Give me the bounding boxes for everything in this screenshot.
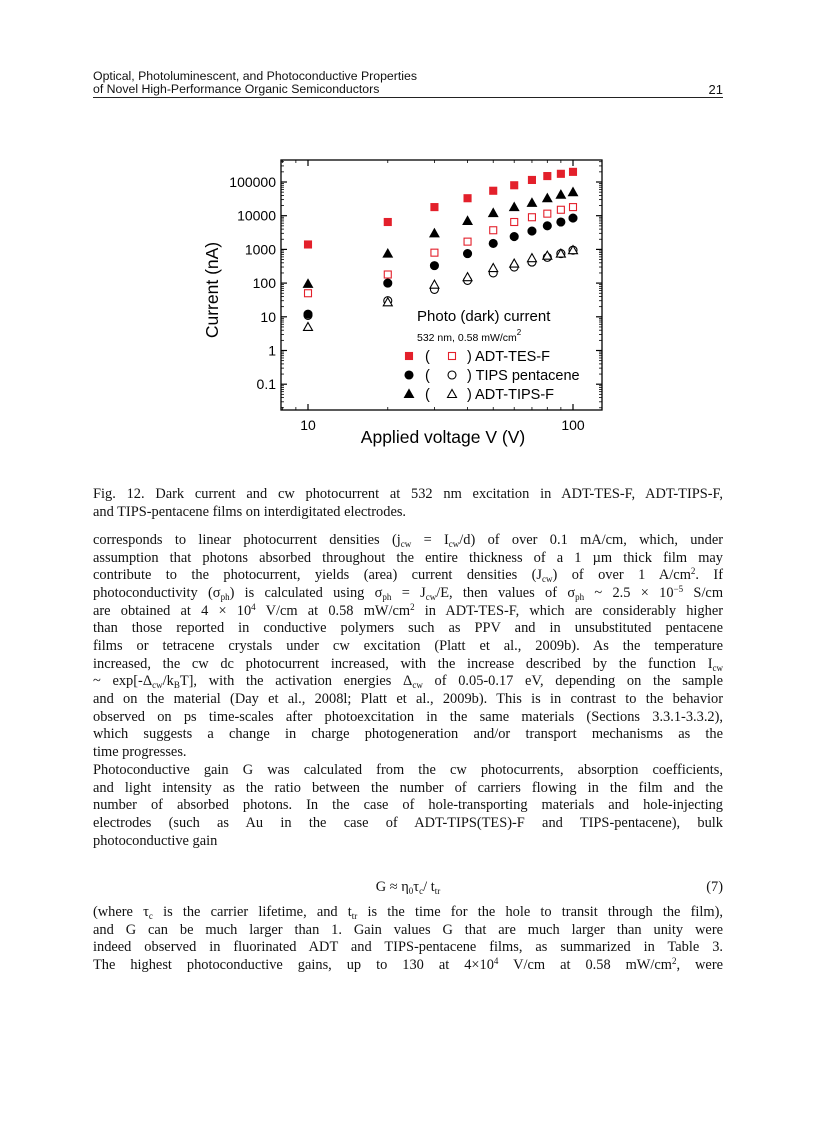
- subscript: cw: [542, 574, 553, 585]
- text-run: , were: [676, 957, 724, 973]
- text-run: and TIPS-pentacene films on interdigitated electrodes.: [93, 504, 407, 520]
- legend-label-adt-tips-f: ) ADT-TIPS-F: [467, 387, 554, 403]
- x-tick-label: 10: [300, 417, 316, 433]
- photo-point-tips-pentacene: [304, 310, 312, 318]
- dark-point-adt-tes-f: [511, 219, 518, 226]
- text-line: [93, 957, 723, 974]
- text-line: [93, 656, 723, 673]
- x-axis-label: Applied voltage V (V): [360, 427, 526, 447]
- text-run: = I: [411, 532, 449, 548]
- text-run: V/cm at 0.58 mW/cm: [255, 602, 411, 619]
- dark-point-adt-tes-f: [384, 271, 391, 278]
- text-line: [93, 797, 723, 814]
- text-run: ) is calculated using σ: [229, 585, 383, 601]
- photo-point-adt-tips-f: [463, 216, 472, 224]
- text-line: [93, 833, 723, 850]
- text-line: [93, 815, 723, 832]
- text-line: [93, 780, 723, 797]
- photo-point-adt-tes-f: [511, 182, 518, 189]
- legend-label-adt-tes-f: ) ADT-TES-F: [467, 349, 550, 365]
- text-run: T], with the activation energies Δ: [179, 673, 413, 690]
- text-run: in ADT-TES-F, which are considerably higher: [414, 602, 723, 619]
- photo-point-adt-tes-f: [384, 219, 391, 226]
- text-run: which suggests a change in charge photogeneration and/or transport mechanisms as the: [93, 726, 723, 743]
- photo-point-adt-tes-f: [431, 204, 438, 211]
- photo-point-tips-pentacene: [384, 279, 392, 287]
- photo-point-adt-tips-f: [527, 198, 536, 206]
- y-axis-label: Current (nA): [202, 241, 222, 339]
- text-run: contribute to the photocurrent, yields (area) current densities (J: [93, 567, 542, 584]
- text-run: is the time for the hole to transit through the film),: [357, 904, 723, 920]
- legend-paren: (: [425, 349, 430, 365]
- dark-point-adt-tes-f: [490, 227, 497, 234]
- superscript: −5: [673, 584, 684, 594]
- legend-subtitle: [417, 328, 522, 344]
- text-run: photoconductive gain: [93, 832, 218, 849]
- dark-point-adt-tips-f: [527, 254, 536, 262]
- text-run: /d) of over 0.1 mA/cm, which, under: [459, 532, 724, 548]
- text-line: [93, 504, 723, 521]
- legend-photo-marker-adt-tes-f: [406, 353, 413, 360]
- text-run: ~ exp[-Δ: [93, 673, 153, 690]
- text-line: [93, 532, 723, 549]
- photo-point-adt-tes-f: [490, 187, 497, 194]
- text-line: [93, 691, 723, 708]
- text-run: indeed observed in fluorinated ADT and TIPS-pentacene films, as summarized in Table 3.: [93, 939, 723, 956]
- dark-point-adt-tips-f: [430, 280, 439, 288]
- text-run: assumption that photons absorbed throughout the entire thickness of a 1 µm thick film may: [93, 549, 723, 566]
- text-run: and G can be much larger than 1. Gain values G that are much larger than unity were: [93, 921, 723, 938]
- text-run: (where τ: [93, 904, 149, 920]
- text-line: [93, 620, 723, 637]
- subscript: ph: [382, 592, 392, 602]
- subscript: cw: [448, 539, 460, 549]
- subscript: c: [148, 911, 153, 921]
- text-run: / t: [423, 879, 435, 895]
- legend-paren: (: [425, 368, 430, 384]
- photo-point-adt-tips-f: [569, 188, 578, 196]
- dark-point-adt-tips-f: [304, 322, 313, 330]
- text-run: Photoconductive gain G was calculated from the cw photocurrents, absorption coefficients,: [93, 762, 723, 778]
- text-run: are obtained at 4 × 10: [93, 602, 252, 619]
- photo-point-adt-tes-f: [464, 195, 471, 202]
- subscript: cw: [712, 662, 723, 673]
- subscript: cw: [400, 539, 412, 549]
- y-tick-label: 0.1: [256, 376, 276, 393]
- text-run: electrodes (such as Au in the case of ADT-TIPS(TES)-F and TIPS-pentacene), bulk: [93, 815, 723, 831]
- subscript: cw: [425, 592, 437, 602]
- text-run: number of absorbed photons. In the case of hole-transporting materials and hole-injecting: [93, 797, 723, 814]
- text-run: V/cm at 0.58 mW/cm: [498, 957, 672, 973]
- text-run: corresponds to linear photocurrent densities (j: [93, 532, 401, 548]
- subscript: tr: [434, 886, 441, 896]
- legend-dark-marker-adt-tips-f: [448, 390, 457, 398]
- y-tick-label: 1000: [244, 241, 276, 258]
- text-line: [93, 939, 723, 956]
- text-line: [93, 726, 723, 743]
- equation-number: (7): [706, 879, 723, 895]
- photo-point-adt-tips-f: [430, 229, 439, 237]
- superscript: 4: [251, 601, 256, 612]
- photo-point-adt-tips-f: [383, 249, 392, 257]
- photo-point-tips-pentacene: [569, 214, 577, 222]
- text-line: [93, 486, 723, 503]
- photo-point-adt-tips-f: [304, 279, 313, 287]
- text-run: photoconductivity (σ: [93, 585, 221, 601]
- subscript: ph: [220, 592, 230, 602]
- photo-point-adt-tips-f: [543, 194, 552, 202]
- legend-photo-marker-adt-tips-f: [405, 390, 414, 398]
- legend-label-tips-pentacene: ) TIPS pentacene: [467, 368, 580, 384]
- text-run: The highest photoconductive gains, up to 130 at 4×10: [93, 957, 494, 973]
- x-tick-label: 100: [561, 417, 585, 433]
- dark-point-adt-tes-f: [305, 290, 312, 297]
- dark-point-adt-tips-f: [463, 273, 472, 281]
- photo-point-adt-tips-f: [510, 203, 519, 211]
- superscript: 4: [493, 956, 499, 966]
- text-run: and light intensity as the ratio between the number of carriers flowing in the film and the: [93, 779, 723, 796]
- subscript: cw: [152, 680, 163, 691]
- equation-7: [93, 879, 723, 896]
- photo-point-tips-pentacene: [430, 262, 438, 270]
- text-line: [93, 904, 723, 921]
- text-line: [93, 744, 723, 761]
- dark-point-adt-tips-f: [510, 259, 519, 267]
- dark-point-adt-tes-f: [431, 249, 438, 256]
- text-run: ) of over 1 A/cm: [552, 567, 691, 584]
- text-run: than those reported in conductive polymers such as PPV and in unsubstituted pentacene: [93, 620, 723, 637]
- photo-point-adt-tes-f: [570, 168, 577, 175]
- page-number: 21: [708, 82, 723, 97]
- photo-point-tips-pentacene: [510, 233, 518, 241]
- legend-subtitle-text: 532 nm, 0.58 mW/cm: [417, 332, 517, 344]
- text-line: [93, 762, 723, 779]
- legend-title: Photo (dark) current: [417, 308, 551, 325]
- text-line: [93, 709, 723, 726]
- y-tick-label: 10000: [237, 207, 276, 224]
- text-run: G ≈ η: [375, 879, 409, 895]
- legend-photo-marker-tips-pentacene: [405, 371, 413, 379]
- text-run: increased, the cw dc photocurrent increased, with the increase described by the function I: [93, 655, 713, 672]
- y-tick-label: 100000: [229, 174, 276, 190]
- running-header-line1: Optical, Photoluminescent, and Photoconductive Properties: [93, 69, 418, 83]
- text-run: and on the material (Day et al., 2008l; Platt et al., 2009b). This is in contrast to the behavior: [93, 691, 723, 708]
- text-run: observed on ps time-scales after photoexcitation in the same materials (Sections 3.3.1-3.3.2),: [93, 708, 723, 725]
- subscript: B: [173, 680, 180, 691]
- legend-subtitle-sup: 2: [516, 328, 522, 337]
- y-tick-label: 1: [268, 342, 276, 359]
- text-run: is the carrier lifetime, and t: [152, 904, 352, 920]
- text-line: [93, 922, 723, 939]
- y-tick-label: 100: [252, 275, 276, 292]
- superscript: 2: [671, 956, 677, 966]
- text-line: [93, 550, 723, 567]
- text-run: Fig. 12. Dark current and cw photocurrent at 532 nm excitation in ADT-TES-F, ADT-TIPS-F,: [93, 486, 723, 502]
- text-run: films or tetracene crystals under cw excitation (Platt et al., 2009b). As the temperature: [93, 638, 723, 655]
- text-run: = J: [391, 585, 426, 601]
- photo-point-adt-tes-f: [305, 241, 312, 248]
- dark-point-adt-tes-f: [528, 214, 535, 221]
- photo-point-adt-tes-f: [544, 173, 551, 180]
- photo-point-adt-tips-f: [489, 209, 498, 217]
- photo-point-tips-pentacene: [543, 222, 551, 230]
- figure-12-chart: [0, 0, 816, 470]
- subscript: tr: [351, 911, 358, 921]
- photo-point-tips-pentacene: [528, 227, 536, 235]
- photo-point-adt-tes-f: [557, 170, 564, 177]
- text-line: [93, 603, 723, 620]
- superscript: 2: [690, 566, 696, 577]
- text-line: [93, 585, 723, 602]
- text-run: /k: [162, 673, 174, 690]
- text-run: of 0.05-0.17 eV, depending on the sample: [422, 673, 724, 690]
- subscript: ph: [575, 592, 585, 602]
- dark-point-adt-tes-f: [557, 206, 564, 213]
- text-run: ~ 2.5 × 10: [584, 585, 674, 601]
- text-line: [93, 638, 723, 655]
- photo-point-adt-tes-f: [528, 176, 535, 183]
- text-run: τ: [413, 879, 420, 895]
- subscript: c: [419, 886, 424, 896]
- photo-point-adt-tips-f: [556, 190, 565, 198]
- photo-point-tips-pentacene: [489, 239, 497, 247]
- legend-dark-marker-tips-pentacene: [448, 371, 456, 379]
- y-tick-label: 10: [260, 308, 276, 325]
- superscript: 2: [410, 601, 415, 612]
- text-line: [93, 567, 723, 584]
- dark-point-adt-tes-f: [570, 204, 577, 211]
- dark-point-adt-tes-f: [464, 238, 471, 245]
- dark-point-adt-tes-f: [544, 210, 551, 217]
- legend-paren: (: [425, 387, 430, 403]
- text-run: . If: [695, 567, 724, 584]
- running-header-line2: of Novel High-Performance Organic Semiconductors: [93, 82, 380, 96]
- photo-point-tips-pentacene: [557, 218, 565, 226]
- subscript: 0: [408, 886, 414, 896]
- legend-dark-marker-adt-tes-f: [449, 353, 456, 360]
- dark-point-adt-tips-f: [489, 264, 498, 272]
- photo-point-tips-pentacene: [464, 250, 472, 258]
- text-run: time progresses.: [93, 744, 187, 761]
- subscript: cw: [412, 680, 423, 691]
- text-run: /E, then values of σ: [436, 585, 576, 601]
- text-run: S/cm: [683, 585, 724, 601]
- text-line: [93, 673, 723, 690]
